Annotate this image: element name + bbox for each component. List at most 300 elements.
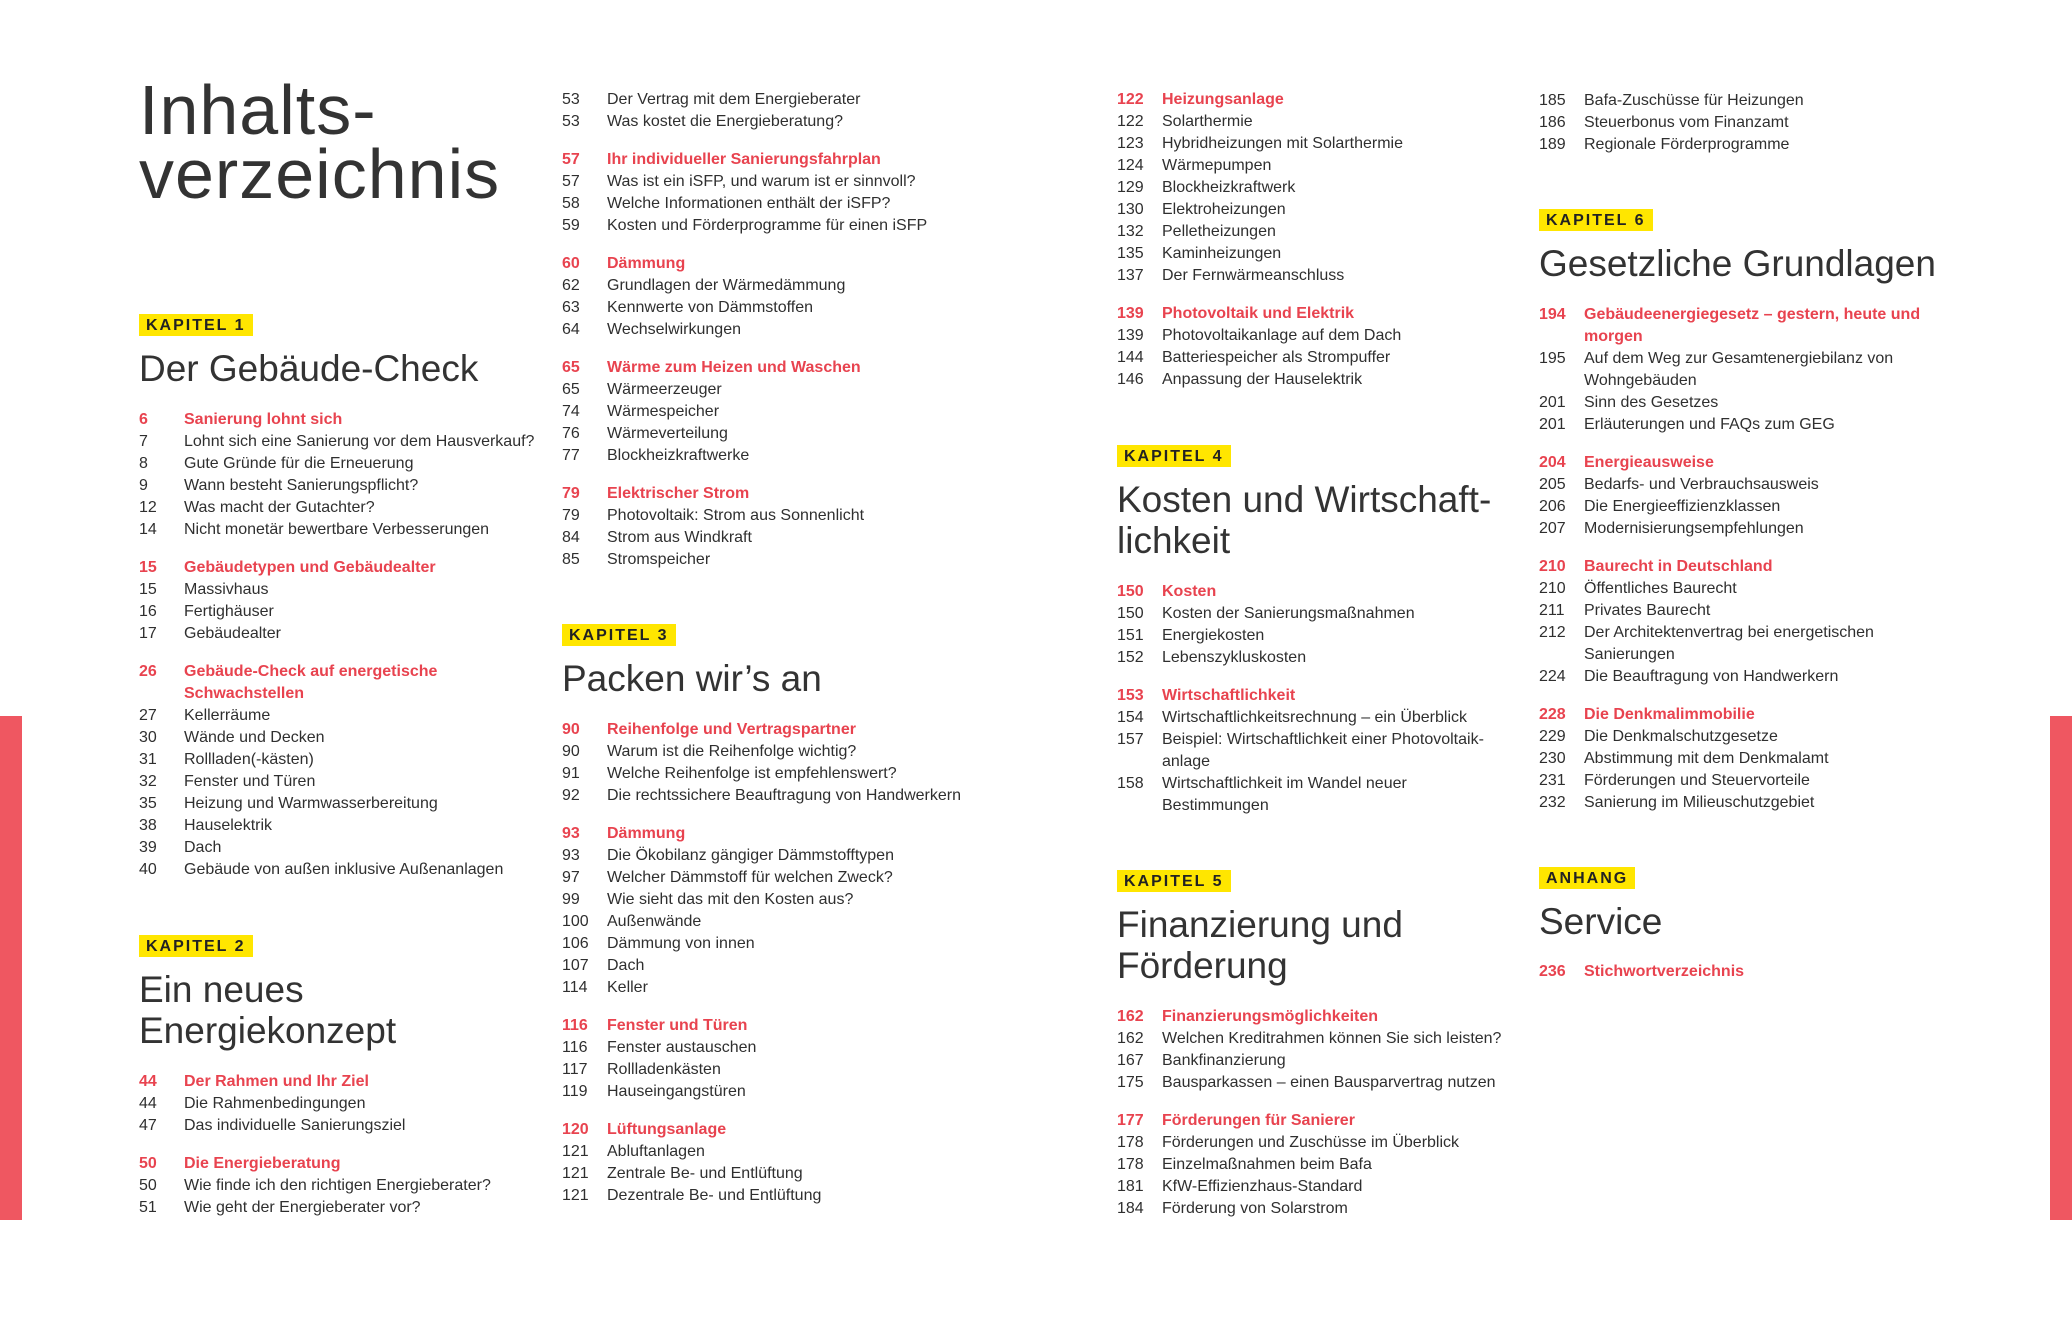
page-number: 9 xyxy=(139,477,148,494)
page-number: 151 xyxy=(1117,627,1144,644)
section-title: Finanzierungsmöglichkeiten xyxy=(1162,1008,1379,1025)
toc-section xyxy=(562,357,982,467)
toc-section-heading[interactable] xyxy=(562,1119,982,1141)
page-number: 123 xyxy=(1117,135,1144,152)
toc-section-heading[interactable] xyxy=(139,557,559,579)
page-number: 178 xyxy=(1117,1134,1144,1151)
toc-entry[interactable] xyxy=(139,1175,559,1197)
entry-title: Was macht der Gutachter? xyxy=(184,499,375,516)
page-number: 15 xyxy=(139,581,157,598)
chapter-6-header xyxy=(1539,209,1959,284)
chapter-title xyxy=(562,658,982,699)
chapter-title-line: Service xyxy=(1539,901,1663,942)
page-number: 50 xyxy=(139,1177,157,1194)
toc-section xyxy=(139,1071,559,1137)
page-number: 117 xyxy=(562,1061,588,1078)
page-number: 31 xyxy=(139,751,157,768)
page-number: 153 xyxy=(1117,687,1144,704)
chapter-title-line: lichkeit xyxy=(1117,520,1231,561)
page-number: 97 xyxy=(562,869,580,886)
toc-entry[interactable] xyxy=(1539,622,1959,644)
page-number: 211 xyxy=(1539,602,1565,619)
toc-section-heading[interactable] xyxy=(562,483,982,505)
page-number: 64 xyxy=(562,321,580,338)
page-number: 38 xyxy=(139,817,157,834)
page-number: 99 xyxy=(562,891,580,908)
page-number: 150 xyxy=(1117,583,1144,600)
toc-entry[interactable] xyxy=(562,379,982,401)
entry-title: Kosten und Förderprogramme für einen iSFP xyxy=(607,217,928,234)
page-number: 16 xyxy=(139,603,157,620)
toc-entry[interactable] xyxy=(1539,90,1959,112)
entry-title: Das individuelle Sanierungsziel xyxy=(184,1117,406,1134)
entry-title: Wie finde ich den richtigen Energieberater? xyxy=(184,1177,491,1194)
page-number: 65 xyxy=(562,381,580,398)
toc-entry[interactable] xyxy=(1117,1050,1537,1072)
page-number: 44 xyxy=(139,1095,157,1112)
chapter-title-line: Energiekonzept xyxy=(139,1010,397,1051)
entry-title: Regionale Förderprogramme xyxy=(1584,136,1790,153)
section-title: Die Denkmalimmobilie xyxy=(1584,706,1755,723)
toc-entry[interactable] xyxy=(1117,265,1537,287)
section-title: Fenster und Türen xyxy=(607,1017,748,1034)
toc-entry[interactable] xyxy=(562,741,982,763)
chapter-label: ANHANG xyxy=(1539,867,1635,889)
chapter-3-header xyxy=(562,624,982,699)
toc-entry[interactable] xyxy=(1539,792,1959,814)
page-number: 14 xyxy=(139,521,157,538)
entry-title: Keller xyxy=(607,979,648,996)
toc-section-heading[interactable] xyxy=(1539,556,1959,578)
toc-entry[interactable] xyxy=(1117,729,1537,751)
toc-entry[interactable] xyxy=(1117,111,1537,133)
page-number: 50 xyxy=(139,1155,157,1172)
entry-title: Abstimmung mit dem Denkmalamt xyxy=(1584,750,1829,767)
toc-entry[interactable] xyxy=(1539,518,1959,540)
toc-entry[interactable] xyxy=(562,955,982,977)
entry-title: Gebäude von außen inklusive Außenanlagen xyxy=(184,861,504,878)
page-number: 79 xyxy=(562,485,580,502)
page-number: 40 xyxy=(139,861,157,878)
entry-title: Blockheizkraftwerk xyxy=(1162,179,1296,196)
page-number: 150 xyxy=(1117,605,1144,622)
toc-entry[interactable] xyxy=(139,1197,559,1219)
appendix-sections xyxy=(1539,961,1959,999)
toc-section xyxy=(562,1119,982,1207)
page-number: 65 xyxy=(562,359,580,376)
toc-entry[interactable] xyxy=(139,815,559,837)
toc-section-heading[interactable] xyxy=(139,1153,559,1175)
toc-entry[interactable] xyxy=(139,859,559,881)
entry-title: Bafa-Zuschüsse für Heizungen xyxy=(1584,92,1804,109)
toc-section xyxy=(1117,685,1537,817)
entry-title: Bedarfs- und Verbrauchsausweis xyxy=(1584,476,1819,493)
toc-section xyxy=(1117,89,1537,287)
toc-entry[interactable] xyxy=(1117,1154,1537,1176)
toc-entry[interactable] xyxy=(562,111,982,133)
toc-entry[interactable] xyxy=(1539,414,1959,436)
entry-title: Dezentrale Be- und Entlüftung xyxy=(607,1187,822,1204)
toc-section-heading[interactable] xyxy=(562,357,982,379)
entry-title: Blockheizkraftwerke xyxy=(607,447,750,464)
chapter-title-line: Der Gebäude-Check xyxy=(139,348,479,389)
entry-title: Wände und Decken xyxy=(184,729,325,746)
toc-section-heading[interactable] xyxy=(1539,304,1959,326)
page-number: 8 xyxy=(139,455,148,472)
entry-title: Nicht monetär bewertbare Verbesserungen xyxy=(184,521,490,538)
toc-section-heading[interactable] xyxy=(1117,1110,1537,1132)
toc-section-heading[interactable] xyxy=(562,719,982,741)
chapter-label: KAPITEL 1 xyxy=(139,314,253,336)
entry-title: Rollladen(-kästen) xyxy=(184,751,314,768)
toc-entry[interactable] xyxy=(139,453,559,475)
chapter-label: KAPITEL 5 xyxy=(1117,870,1231,892)
page-number: 162 xyxy=(1117,1030,1144,1047)
entry-title: Gebäudealter xyxy=(184,625,281,642)
page-number: 186 xyxy=(1539,114,1566,131)
page-number: 139 xyxy=(1117,327,1144,344)
toc-entry[interactable] xyxy=(1117,1072,1537,1094)
toc-entry[interactable] xyxy=(1539,348,1959,370)
page-number: 51 xyxy=(139,1199,157,1216)
toc-section xyxy=(1117,303,1537,391)
entry-title: Fertighäuser xyxy=(184,603,274,620)
entry-title: Dach xyxy=(184,839,222,856)
toc-entry[interactable] xyxy=(139,601,559,623)
entry-title: Photovoltaikanlage auf dem Dach xyxy=(1162,327,1402,344)
page-number: 93 xyxy=(562,847,580,864)
toc-section-heading[interactable] xyxy=(1539,452,1959,474)
toc-section xyxy=(1117,1110,1537,1220)
entry-title: Sinn des Gesetzes xyxy=(1584,394,1719,411)
entry-title: Kennwerte von Dämmstoffen xyxy=(607,299,814,316)
toc-entry[interactable] xyxy=(1539,134,1959,156)
chapter-4-header xyxy=(1117,445,1537,561)
toc-entry[interactable] xyxy=(1117,1028,1537,1050)
page-number: 7 xyxy=(139,433,148,450)
toc-entry[interactable] xyxy=(562,505,982,527)
page-number: 63 xyxy=(562,299,580,316)
entry-title: Die Ökobilanz gängiger Dämmstofftypen xyxy=(607,847,894,864)
entry-title: Die Rahmenbedingungen xyxy=(184,1095,366,1112)
page-number: 184 xyxy=(1117,1200,1144,1217)
toc-entry[interactable] xyxy=(1117,325,1537,347)
toc-entry[interactable] xyxy=(562,423,982,445)
page-number: 17 xyxy=(139,625,157,642)
page-number: 195 xyxy=(1539,350,1566,367)
page-number: 35 xyxy=(139,795,157,812)
page-number: 158 xyxy=(1117,775,1144,792)
toc-entry[interactable] xyxy=(562,867,982,889)
entry-title: Photovoltaik: Strom aus Sonnenlicht xyxy=(607,507,865,524)
toc-entry[interactable] xyxy=(1539,726,1959,748)
page-number: 39 xyxy=(139,839,157,856)
page-number: 230 xyxy=(1539,750,1566,767)
toc-entry[interactable] xyxy=(562,785,982,807)
toc-entry[interactable] xyxy=(1117,1198,1537,1220)
entry-title: Wärmeverteilung xyxy=(607,425,728,442)
page-number: 84 xyxy=(562,529,580,546)
entry-title: Heizung und Warmwasserbereitung xyxy=(184,795,438,812)
toc-section-heading[interactable] xyxy=(562,1015,982,1037)
toc-entry[interactable] xyxy=(1117,647,1537,669)
toc-section-heading[interactable] xyxy=(1117,1006,1537,1028)
toc-entry[interactable] xyxy=(139,705,559,727)
page-number: 121 xyxy=(562,1165,589,1182)
toc-entry[interactable] xyxy=(1117,177,1537,199)
toc-entry[interactable] xyxy=(139,793,559,815)
chapter-title-line: Kosten und Wirtschaft- xyxy=(1117,479,1492,520)
toc-entry[interactable] xyxy=(1539,578,1959,600)
page-number: 122 xyxy=(1117,91,1144,108)
page-number: 207 xyxy=(1539,520,1566,537)
toc-entry[interactable] xyxy=(1539,666,1959,688)
toc-entry[interactable] xyxy=(562,1141,982,1163)
entry-title: Wärmepumpen xyxy=(1162,157,1272,174)
entry-title: Was ist ein iSFP, und warum ist er sinnvoll? xyxy=(607,173,916,190)
toc-section-heading[interactable] xyxy=(1117,303,1537,325)
toc-entry[interactable] xyxy=(562,1081,982,1103)
page-number: 177 xyxy=(1117,1112,1144,1129)
page-number: 129 xyxy=(1117,179,1144,196)
toc-section xyxy=(139,1153,559,1219)
entry-title: Beispiel: Wirtschaftlichkeit einer Photovoltaik- xyxy=(1162,731,1484,748)
toc-entry[interactable] xyxy=(562,1037,982,1059)
toc-section-heading[interactable] xyxy=(139,409,559,431)
toc-section-heading[interactable] xyxy=(1539,961,1959,983)
entry-title: Zentrale Be- und Entlüftung xyxy=(607,1165,803,1182)
entry-title: Öffentliches Baurecht xyxy=(1584,580,1737,597)
section-title-continuation: morgen xyxy=(1584,328,1643,345)
entry-title: Förderungen und Zuschüsse im Überblick xyxy=(1162,1134,1460,1151)
entry-title: Wann besteht Sanierungspflicht? xyxy=(184,477,419,494)
toc-section-heading[interactable] xyxy=(1117,581,1537,603)
toc-section-heading[interactable] xyxy=(139,1071,559,1093)
toc-entry[interactable] xyxy=(139,837,559,859)
entry-title: Erläuterungen und FAQs zum GEG xyxy=(1584,416,1835,433)
toc-section-heading[interactable] xyxy=(1539,704,1959,726)
toc-entry[interactable] xyxy=(139,771,559,793)
toc-section xyxy=(562,149,982,237)
entry-title: Fenster austauschen xyxy=(607,1039,757,1056)
page-number: 79 xyxy=(562,507,580,524)
entry-title: KfW-Effizienzhaus-Standard xyxy=(1162,1178,1363,1195)
toc-entry[interactable] xyxy=(1117,199,1537,221)
toc-entry[interactable] xyxy=(139,1093,559,1115)
toc-section-heading[interactable] xyxy=(139,661,559,683)
toc-entry[interactable] xyxy=(1539,748,1959,770)
page-number: 229 xyxy=(1539,728,1566,745)
entry-title: Wirtschaftlichkeit im Wandel neuer xyxy=(1162,775,1407,792)
page-number: 107 xyxy=(562,957,589,974)
toc-entry[interactable] xyxy=(1117,773,1537,795)
toc-entry[interactable] xyxy=(1117,369,1537,391)
entry-title: Massivhaus xyxy=(184,581,269,598)
toc-entry[interactable] xyxy=(562,911,982,933)
toc-entry[interactable] xyxy=(1117,1132,1537,1154)
toc-section xyxy=(562,483,982,571)
toc-entry[interactable] xyxy=(1539,600,1959,622)
page-number: 139 xyxy=(1117,305,1144,322)
toc-entry[interactable] xyxy=(1539,474,1959,496)
page-number: 201 xyxy=(1539,416,1566,433)
toc-section-heading[interactable] xyxy=(562,149,982,171)
page-number: 122 xyxy=(1117,113,1144,130)
page-number: 6 xyxy=(139,411,148,428)
toc-entry[interactable] xyxy=(1117,603,1537,625)
chapter-3-continued-sections xyxy=(1117,89,1537,407)
toc-section xyxy=(139,557,559,645)
toc-entry[interactable] xyxy=(1117,133,1537,155)
section-title: Energieausweise xyxy=(1584,454,1714,471)
toc-entry[interactable] xyxy=(562,1163,982,1185)
toc-entry[interactable] xyxy=(562,275,982,297)
page-number: 178 xyxy=(1117,1156,1144,1173)
toc-section-heading[interactable] xyxy=(1117,685,1537,707)
appendix-header xyxy=(1539,867,1959,942)
toc-entry[interactable] xyxy=(562,171,982,193)
entry-title: Rollladenkästen xyxy=(607,1061,721,1078)
page-number: 114 xyxy=(562,979,588,996)
page-number: 58 xyxy=(562,195,580,212)
toc-entry[interactable] xyxy=(562,845,982,867)
toc-entry[interactable] xyxy=(562,193,982,215)
toc-section-heading[interactable] xyxy=(562,253,982,275)
page-number: 91 xyxy=(562,765,580,782)
page-number: 210 xyxy=(1539,558,1566,575)
toc-entry[interactable] xyxy=(562,401,982,423)
page-number: 60 xyxy=(562,255,580,272)
toc-section xyxy=(1117,1006,1537,1094)
toc-section-heading[interactable] xyxy=(562,823,982,845)
toc-entry[interactable] xyxy=(562,889,982,911)
entry-title: Welche Reihenfolge ist empfehlenswert? xyxy=(607,765,897,782)
entry-title: Abluftanlagen xyxy=(607,1143,705,1160)
entry-title: Förderungen und Steuervorteile xyxy=(1584,772,1810,789)
page-number: 93 xyxy=(562,825,580,842)
toc-entry[interactable] xyxy=(562,763,982,785)
page-number: 204 xyxy=(1539,454,1566,471)
toc-entry[interactable] xyxy=(562,549,982,571)
entry-title: Lohnt sich eine Sanierung vor dem Hausverkauf? xyxy=(184,433,535,450)
chapter-title-line: Gesetzliche Grundlagen xyxy=(1539,243,1936,284)
toc-entry[interactable] xyxy=(562,1185,982,1207)
section-title: Elektrischer Strom xyxy=(607,485,750,502)
toc-entry[interactable] xyxy=(139,497,559,519)
toc-entry[interactable] xyxy=(562,933,982,955)
entry-title: Elektroheizungen xyxy=(1162,201,1286,218)
page-number: 47 xyxy=(139,1117,157,1134)
toc-entry[interactable] xyxy=(139,1115,559,1137)
toc-entry[interactable] xyxy=(562,445,982,467)
section-title: Die Energieberatung xyxy=(184,1155,341,1172)
toc-entry[interactable] xyxy=(562,319,982,341)
toc-section xyxy=(562,1015,982,1103)
toc-entry[interactable] xyxy=(562,977,982,999)
entry-title: Solarthermie xyxy=(1162,113,1253,130)
chapter-4-sections xyxy=(1117,581,1537,833)
toc-entry[interactable] xyxy=(1117,347,1537,369)
entry-title: Anpassung der Hauselektrik xyxy=(1162,371,1363,388)
section-title-continuation: Schwachstellen xyxy=(184,685,305,702)
section-title: Förderungen für Sanierer xyxy=(1162,1112,1355,1129)
page-number: 106 xyxy=(562,935,589,952)
entry-title: Strom aus Windkraft xyxy=(607,529,752,546)
toc-entry[interactable] xyxy=(562,297,982,319)
chapter-title xyxy=(1539,243,1959,284)
toc-entry[interactable] xyxy=(1117,221,1537,243)
toc-entry[interactable] xyxy=(562,89,982,111)
entry-title: Welche Informationen enthält der iSFP? xyxy=(607,195,891,212)
toc-entry[interactable] xyxy=(139,727,559,749)
page-number: 224 xyxy=(1539,668,1566,685)
entry-title: Der Vertrag mit dem Energieberater xyxy=(607,91,861,108)
toc-entry[interactable] xyxy=(139,623,559,645)
page-number: 100 xyxy=(562,913,589,930)
page-number: 194 xyxy=(1539,306,1566,323)
toc-entry[interactable] xyxy=(139,749,559,771)
toc-section xyxy=(562,823,982,999)
toc-entry[interactable] xyxy=(139,579,559,601)
toc-entry[interactable] xyxy=(1539,392,1959,414)
page-title-line: verzeichnis xyxy=(139,135,501,213)
section-title: Sanierung lohnt sich xyxy=(184,411,343,428)
toc-entry[interactable] xyxy=(1117,243,1537,265)
toc-entry[interactable] xyxy=(1117,707,1537,729)
chapter-label: KAPITEL 2 xyxy=(139,935,253,957)
toc-entry[interactable] xyxy=(1117,625,1537,647)
toc-entry[interactable] xyxy=(562,215,982,237)
toc-section xyxy=(562,89,982,133)
page-number: 185 xyxy=(1539,92,1566,109)
section-title: Photovoltaik und Elektrik xyxy=(1162,305,1355,322)
toc-entry[interactable] xyxy=(1539,112,1959,134)
page-number: 76 xyxy=(562,425,580,442)
entry-title: Welcher Dämmstoff für welchen Zweck? xyxy=(607,869,893,886)
toc-entry[interactable] xyxy=(1539,770,1959,792)
entry-title-continuation: anlage xyxy=(1162,753,1211,770)
toc-entry[interactable] xyxy=(562,527,982,549)
toc-entry[interactable] xyxy=(1539,496,1959,518)
page-title xyxy=(139,71,501,213)
page-number: 181 xyxy=(1117,1178,1144,1195)
chapter-title-line: Förderung xyxy=(1117,945,1288,986)
page-number: 121 xyxy=(562,1187,589,1204)
entry-title: Steuerbonus vom Finanzamt xyxy=(1584,114,1789,131)
entry-title: Welchen Kreditrahmen können Sie sich leisten? xyxy=(1162,1030,1502,1047)
chapter-title-line: Ein neues xyxy=(139,969,304,1010)
page-number: 26 xyxy=(139,663,157,680)
page-number: 130 xyxy=(1117,201,1144,218)
toc-entry[interactable] xyxy=(1117,1176,1537,1198)
entry-title: Wie geht der Energieberater vor? xyxy=(184,1199,421,1216)
chapter-title-line: Finanzierung und xyxy=(1117,904,1403,945)
toc-section xyxy=(1539,90,1959,156)
toc-entry[interactable] xyxy=(139,431,559,453)
toc-entry[interactable] xyxy=(1117,155,1537,177)
toc-entry[interactable] xyxy=(139,519,559,541)
toc-section-heading[interactable] xyxy=(1117,89,1537,111)
section-title: Dämmung xyxy=(607,825,686,842)
right-page-edge-bar xyxy=(2050,716,2072,1220)
toc-entry[interactable] xyxy=(139,475,559,497)
toc-section xyxy=(139,409,559,541)
toc-entry[interactable] xyxy=(562,1059,982,1081)
page-number: 59 xyxy=(562,217,580,234)
toc-section xyxy=(1539,704,1959,814)
entry-title: Hauseingangstüren xyxy=(607,1083,746,1100)
entry-title: Die rechtssichere Beauftragung von Handwerkern xyxy=(607,787,961,804)
